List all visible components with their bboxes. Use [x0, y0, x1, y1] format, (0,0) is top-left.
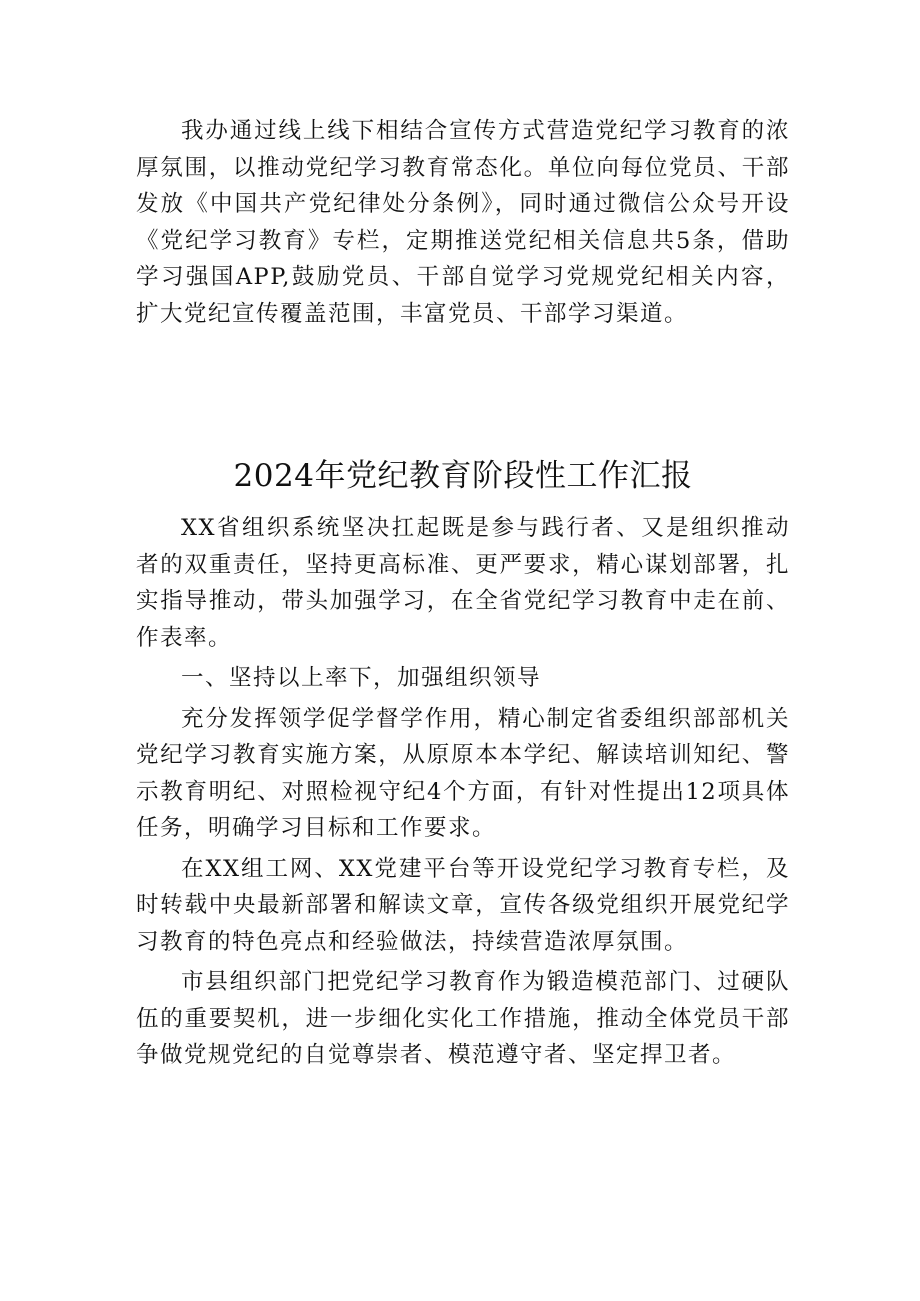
section-paragraph: 在XX组工网、XX党建平台等开设党纪学习教育专栏，及时转载中央最新部署和解读文章，宣传各级党组织开展党纪学习教育的特色亮点和经验做法，持续营造浓厚氛围。 — [136, 855, 790, 955]
opening-paragraph: XX省组织系统坚决扛起既是参与践行者、又是组织推动者的双重责任，坚持更高标准、更严要求，精心谋划部署，扎实指导推动，带头加强学习，在全省党纪学习教育中走在前、作表率。 — [136, 515, 790, 651]
section-paragraph: 市县组织部门把党纪学习教育作为锻造模范部门、过硬队伍的重要契机，进一步细化实化工作措施，推动全体党员干部争做党规党纪的自觉尊崇者、模范遵守者、坚定捍卫者。 — [136, 969, 790, 1068]
section-heading: 一、坚持以上率下，加强组织领导 — [181, 665, 542, 691]
report-title: 2024年党纪教育阶段性工作汇报 — [233, 458, 693, 494]
section-paragraph: 充分发挥领学促学督学作用，精心制定省委组织部部机关党纪学习教育实施方案，从原原本本学纪、解读培训知纪、警示教育明纪、对照检视守纪4个方面，有针对性提出12项具体任务，明确学习目标和工作要求。 — [136, 705, 790, 841]
intro-paragraph: 我办通过线上线下相结合宣传方式营造党纪学习教育的浓厚氛围，以推动党纪学习教育常态化。单位向每位党员、干部发放《中国共产党纪律处分条例》，同时通过微信公众号开设《党纪学习教育》专栏，定期推送党纪相关信息共5条，借助学习强国APP,鼓励党员、干部自觉学习党规党纪相关内容，扩大党纪宣传覆盖范围，丰富党员、干部学习渠道。 — [136, 118, 790, 327]
report-body — [136, 510, 790, 1078]
